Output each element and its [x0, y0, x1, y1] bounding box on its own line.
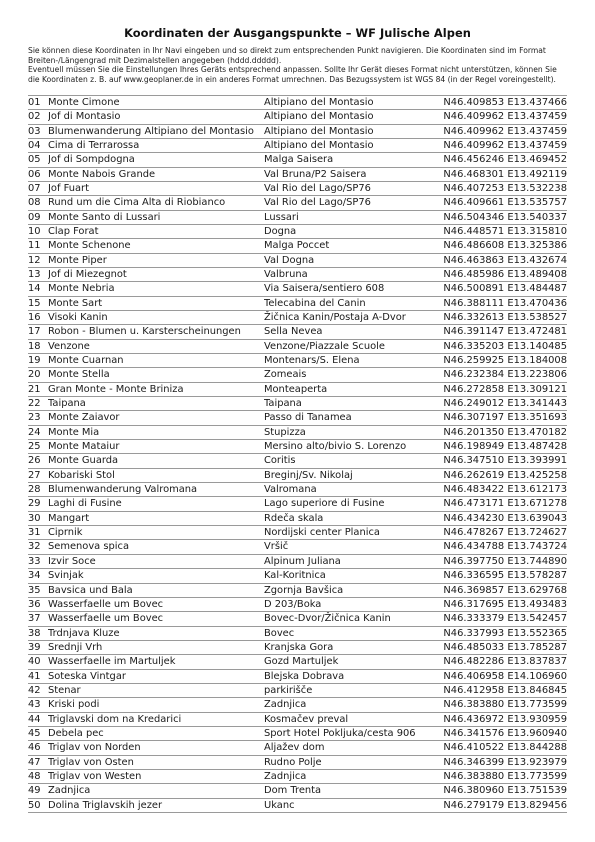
start-point: Valromana: [264, 483, 442, 497]
table-row: [28, 138, 567, 152]
row-number: 04: [28, 138, 48, 152]
tour-name: Monte Mataiur: [48, 440, 264, 454]
start-point: Montenars/S. Elena: [264, 354, 442, 368]
row-number: 18: [28, 339, 48, 353]
coordinates: N46.317695 E13.493483: [443, 598, 567, 610]
table-row: [28, 497, 567, 511]
tour-name: Izvir Soce: [48, 554, 264, 568]
coordinates: N46.397750 E13.744890: [443, 555, 567, 567]
row-number: 28: [28, 483, 48, 497]
tour-name: Triglavski dom na Kredarici: [48, 712, 264, 726]
row-number: 25: [28, 440, 48, 454]
row-number: 22: [28, 397, 48, 411]
tour-name: Triglav von Norden: [48, 741, 264, 755]
start-point: Gozd Martuljek: [264, 655, 442, 669]
table-row: [28, 626, 567, 640]
table-row: [28, 397, 567, 411]
coordinates: N46.259925 E13.184008: [443, 355, 567, 366]
coordinates: N46.409962 E13.437459: [443, 125, 567, 137]
tour-name: Monte Cuarnan: [48, 354, 264, 368]
table-row: [28, 540, 567, 554]
row-number: 46: [28, 741, 48, 755]
tour-name: Monte Santo di Lussari: [48, 210, 264, 224]
start-point: Altipiano del Montasio: [264, 124, 442, 138]
row-number: 05: [28, 153, 48, 167]
tour-name: Dolina Triglavskih jezer: [48, 798, 264, 812]
coordinates: N46.448571 E13.315810: [443, 225, 567, 237]
table-row: [28, 698, 567, 712]
start-point: Žičnica Kanin/Postaja A-Dvor: [264, 310, 442, 324]
intro-paragraph: Sie können diese Koordinaten in Ihr Navi eingeben und so direkt zum entsprechenden Punkt navigieren. Die Koordinaten sind im Format Breiten-/Längengrad mit Dezimalstellen angegeben (hddd.ddddd).: [28, 46, 546, 65]
row-number: 12: [28, 253, 48, 267]
coordinates: N46.388111 E13.470436: [443, 297, 567, 309]
table-row: [28, 468, 567, 482]
tour-name: Monte Nabois Grande: [48, 167, 264, 181]
row-number: 38: [28, 626, 48, 640]
tour-name: Kobariski Stol: [48, 468, 264, 482]
start-point: D 203/Boka: [264, 597, 442, 611]
start-point: Zadnjica: [264, 698, 442, 712]
start-point: Sella Nevea: [264, 325, 442, 339]
table-row: [28, 569, 567, 583]
coordinates: N46.380960 E13.751539: [443, 785, 567, 797]
start-point: Nordijski center Planica: [264, 526, 442, 540]
coordinates: N46.436972 E13.930959: [443, 713, 567, 725]
row-number: 50: [28, 798, 48, 812]
coordinates: N46.249012 E13.341443: [443, 398, 567, 410]
tour-name: Jof Fuart: [48, 181, 264, 195]
start-point: Passo di Tanamea: [264, 411, 442, 425]
row-number: 16: [28, 310, 48, 324]
tour-name: Rund um die Cima Alta di Riobianco: [48, 196, 264, 210]
coordinates: N46.463863 E13.432674: [443, 254, 567, 266]
row-number: 01: [28, 95, 48, 109]
row-number: 42: [28, 683, 48, 697]
coordinates: N46.262619 E13.425258: [443, 469, 567, 481]
row-number: 10: [28, 224, 48, 238]
row-number: 24: [28, 425, 48, 439]
tour-name: Monte Cimone: [48, 95, 264, 109]
row-number: 14: [28, 282, 48, 296]
coordinates: N46.410522 E13.844288: [443, 742, 567, 754]
table-row: [28, 712, 567, 726]
coordinates: N46.473171 E13.671278: [443, 498, 567, 510]
coordinates: N46.335203 E13.140485: [443, 340, 567, 352]
start-point: Vršič: [264, 540, 442, 554]
coordinates: N46.337993 E13.552365: [443, 627, 567, 639]
row-number: 33: [28, 554, 48, 568]
table-row: [28, 440, 567, 454]
table-row: [28, 339, 567, 353]
start-point: Malga Poccet: [264, 239, 442, 253]
tour-name: Zadnjica: [48, 784, 264, 798]
intro-paragraph: Eventuell müssen Sie die Einstellungen Ihres Geräts entsprechend anpassen. Sollte Ihr Gerät dieses Format nicht unterstützen, können Sie die Koordinaten z. B. auf www.geoplaner.de in ein anderes Format umrechnen. Das Bezugssystem ist WGS 84 (in der Regel voreingestellt).: [28, 65, 557, 85]
coordinates: N46.198949 E13.487428: [443, 441, 567, 453]
table-row: [28, 382, 567, 396]
coordinates: N46.434788 E13.743724: [443, 541, 567, 553]
row-number: 30: [28, 511, 48, 525]
table-row: [28, 769, 567, 783]
tour-name: Monte Piper: [48, 253, 264, 267]
table-row: [28, 526, 567, 540]
start-point: Taipana: [264, 397, 442, 411]
tour-name: Taipana: [48, 397, 264, 411]
start-point: Zgornja Bavšica: [264, 583, 442, 597]
start-point: Val Rio del Lago/SP76: [264, 181, 442, 195]
coordinates: N46.391147 E13.472481: [443, 326, 567, 338]
start-point: Kosmačev preval: [264, 712, 442, 726]
start-point: Rudno Polje: [264, 755, 442, 769]
tour-name: Jof di Miezegnot: [48, 267, 264, 281]
row-number: 13: [28, 267, 48, 281]
table-row: [28, 196, 567, 210]
start-point: Lago superiore di Fusine: [264, 497, 442, 511]
table-row: [28, 741, 567, 755]
table-row: [28, 110, 567, 124]
tour-name: Monte Guarda: [48, 454, 264, 468]
coordinates: N46.383880 E13.773599: [443, 699, 567, 711]
start-point: Kal-Koritnica: [264, 569, 442, 583]
tour-name: Blumenwanderung Altipiano del Montasio: [48, 124, 264, 138]
tour-name: Venzone: [48, 339, 264, 353]
row-number: 02: [28, 110, 48, 124]
start-point: Rdeča skala: [264, 511, 442, 525]
table-row: [28, 296, 567, 310]
start-point: Altipiano del Montasio: [264, 138, 442, 152]
start-point: Malga Saisera: [264, 153, 442, 167]
table-row: [28, 511, 567, 525]
tour-name: Debela pec: [48, 726, 264, 740]
row-number: 23: [28, 411, 48, 425]
start-point: Val Bruna/P2 Saisera: [264, 167, 442, 181]
coordinates: N46.201350 E13.470182: [443, 426, 567, 438]
coordinates: N46.456246 E13.469452: [443, 154, 567, 166]
start-point: Telecabina del Canin: [264, 296, 442, 310]
tour-name: Semenova spica: [48, 540, 264, 554]
start-point: Stupizza: [264, 425, 442, 439]
start-point: Mersino alto/bivio S. Lorenzo: [264, 440, 442, 454]
tour-name: Trdnjava Kluze: [48, 626, 264, 640]
table-row: [28, 655, 567, 669]
coordinates: N46.485033 E13.785287: [443, 641, 567, 653]
row-number: 29: [28, 497, 48, 511]
coordinates: N46.409661 E13.535757: [443, 197, 567, 209]
start-point: Dogna: [264, 224, 442, 238]
table-row: [28, 282, 567, 296]
table-row: [28, 554, 567, 568]
coordinates: N46.434230 E13.639043: [443, 512, 567, 524]
coordinates: N46.333379 E13.542457: [443, 613, 567, 625]
coordinates: N46.347510 E13.393991: [443, 455, 567, 467]
tour-name: Bavsica und Bala: [48, 583, 264, 597]
start-point: Altipiano del Montasio: [264, 95, 442, 109]
table-row: [28, 325, 567, 339]
row-number: 31: [28, 526, 48, 540]
tour-name: Svinjak: [48, 569, 264, 583]
start-point: Valbruna: [264, 267, 442, 281]
row-number: 17: [28, 325, 48, 339]
coordinates: N46.272858 E13.309121: [443, 383, 567, 395]
table-row: [28, 310, 567, 324]
row-number: 26: [28, 454, 48, 468]
tour-name: Laghi di Fusine: [48, 497, 264, 511]
start-point: Dom Trenta: [264, 784, 442, 798]
tour-name: Gran Monte - Monte Briniza: [48, 382, 264, 396]
tour-name: Wasserfaelle um Bovec: [48, 597, 264, 611]
start-point: Monteaperta: [264, 382, 442, 396]
coordinates: N46.412958 E13.846845: [443, 684, 567, 696]
table-row: [28, 755, 567, 769]
row-number: 43: [28, 698, 48, 712]
tour-name: Monte Sart: [48, 296, 264, 310]
coordinates: N46.383880 E13.773599: [443, 770, 567, 782]
table-row: [28, 253, 567, 267]
table-row: [28, 425, 567, 439]
start-point: Zadnjica: [264, 769, 442, 783]
row-number: 41: [28, 669, 48, 683]
tour-name: Triglav von Osten: [48, 755, 264, 769]
coordinates: N46.409962 E13.437459: [443, 111, 567, 123]
coordinates: N46.468301 E13.492119: [443, 168, 567, 180]
start-point: parkirišče: [264, 683, 442, 697]
page-title: Koordinaten der Ausgangspunkte – WF Julische Alpen: [124, 26, 471, 40]
coordinates: N46.504346 E13.540337: [443, 211, 567, 223]
row-number: 19: [28, 354, 48, 368]
table-row: [28, 726, 567, 740]
row-number: 37: [28, 612, 48, 626]
start-point: Aljažev dom: [264, 741, 442, 755]
coordinates-table: [28, 95, 567, 813]
start-point: Val Dogna: [264, 253, 442, 267]
coordinates: N46.500891 E13.484487: [443, 283, 567, 295]
row-number: 07: [28, 181, 48, 195]
row-number: 39: [28, 640, 48, 654]
tour-name: Stenar: [48, 683, 264, 697]
start-point: Kranjska Gora: [264, 640, 442, 654]
coordinates: N46.336595 E13.578287: [443, 570, 567, 582]
table-row: [28, 640, 567, 654]
tour-name: Kriski podi: [48, 698, 264, 712]
row-number: 49: [28, 784, 48, 798]
row-number: 40: [28, 655, 48, 669]
table-row: [28, 454, 567, 468]
coordinates: N46.307197 E13.351693: [443, 412, 567, 424]
tour-name: Srednji Vrh: [48, 640, 264, 654]
table-row: [28, 354, 567, 368]
row-number: 15: [28, 296, 48, 310]
coordinates: N46.332613 E13.538527: [443, 311, 567, 323]
tour-name: Robon - Blumen u. Karsterscheinungen: [48, 325, 264, 339]
start-point: Val Rio del Lago/SP76: [264, 196, 442, 210]
coordinates: N46.482286 E13.837837: [443, 656, 567, 668]
coordinates: N46.341576 E13.960940: [443, 727, 567, 739]
tour-name: Monte Schenone: [48, 239, 264, 253]
coordinates: N46.407253 E13.532238: [443, 182, 567, 194]
table-row: [28, 368, 567, 382]
table-row: [28, 612, 567, 626]
row-number: 27: [28, 468, 48, 482]
start-point: Altipiano del Montasio: [264, 110, 442, 124]
start-point: Ukanc: [264, 798, 442, 812]
table-row: [28, 181, 567, 195]
start-point: Bovec: [264, 626, 442, 640]
tour-name: Monte Zaiavor: [48, 411, 264, 425]
start-point: Sport Hotel Pokljuka/cesta 906: [264, 726, 442, 740]
intro-text: [28, 46, 567, 85]
coordinates: N46.369857 E13.629768: [443, 584, 567, 596]
row-number: 32: [28, 540, 48, 554]
start-point: Venzone/Piazzale Scuole: [264, 339, 442, 353]
tour-name: Mangart: [48, 511, 264, 525]
table-row: [28, 798, 567, 812]
tour-name: Blumenwanderung Valromana: [48, 483, 264, 497]
table-row: [28, 267, 567, 281]
table-row: [28, 153, 567, 167]
table-row: [28, 683, 567, 697]
tour-name: Visoki Kanin: [48, 310, 264, 324]
tour-name: Ciprnik: [48, 526, 264, 540]
tour-name: Monte Mia: [48, 425, 264, 439]
row-number: 11: [28, 239, 48, 253]
coordinates: N46.346399 E13.923979: [443, 756, 567, 768]
table-row: [28, 583, 567, 597]
table-row: [28, 411, 567, 425]
row-number: 06: [28, 167, 48, 181]
tour-name: Cima di Terrarossa: [48, 138, 264, 152]
table-row: [28, 167, 567, 181]
coordinates: N46.486608 E13.325386: [443, 240, 567, 252]
coordinates: N46.478267 E13.724627: [443, 527, 567, 539]
row-number: 20: [28, 368, 48, 382]
row-number: 03: [28, 124, 48, 138]
row-number: 44: [28, 712, 48, 726]
row-number: 21: [28, 382, 48, 396]
table-row: [28, 784, 567, 798]
tour-name: Clap Forat: [48, 224, 264, 238]
table-row: [28, 124, 567, 138]
tour-name: Wasserfaelle um Bovec: [48, 612, 264, 626]
start-point: Coritis: [264, 454, 442, 468]
row-number: 47: [28, 755, 48, 769]
start-point: Blejska Dobrava: [264, 669, 442, 683]
table-row: [28, 95, 567, 109]
start-point: Via Saisera/sentiero 608: [264, 282, 442, 296]
start-point: Lussari: [264, 210, 442, 224]
start-point: Bovec-Dvor/Žičnica Kanin: [264, 612, 442, 626]
start-point: Breginj/Sv. Nikolaj: [264, 468, 442, 482]
start-point: Alpinum Juliana: [264, 554, 442, 568]
row-number: 08: [28, 196, 48, 210]
tour-name: Triglav von Westen: [48, 769, 264, 783]
row-number: 45: [28, 726, 48, 740]
table-row: [28, 224, 567, 238]
start-point: Zomeais: [264, 368, 442, 382]
coordinates: N46.483422 E13.612173: [443, 484, 567, 496]
tour-name: Jof di Montasio: [48, 110, 264, 124]
row-number: 36: [28, 597, 48, 611]
tour-name: Jof di Sompdogna: [48, 153, 264, 167]
table-row: [28, 483, 567, 497]
coordinates: N46.406958 E14.106960: [443, 670, 567, 682]
tour-name: Soteska Vintgar: [48, 669, 264, 683]
row-number: 34: [28, 569, 48, 583]
tour-name: Monte Stella: [48, 368, 264, 382]
tour-name: Wasserfaelle im Martuljek: [48, 655, 264, 669]
row-number: 35: [28, 583, 48, 597]
table-row: [28, 210, 567, 224]
table-row: [28, 239, 567, 253]
coordinates: N46.485986 E13.489408: [443, 268, 567, 280]
coordinates: N46.279179 E13.829456: [443, 799, 567, 811]
coordinates: N46.232384 E13.223806: [443, 369, 567, 381]
coordinates: N46.409853 E13.437466: [443, 96, 567, 108]
table-row: [28, 669, 567, 683]
tour-name: Monte Nebria: [48, 282, 264, 296]
table-row: [28, 597, 567, 611]
row-number: 09: [28, 210, 48, 224]
row-number: 48: [28, 769, 48, 783]
coordinates: N46.409962 E13.437459: [443, 139, 567, 151]
